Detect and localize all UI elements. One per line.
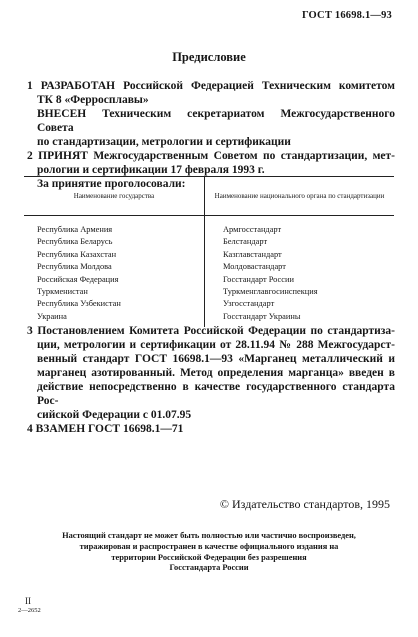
state-name: Республика Казахстан xyxy=(24,249,205,261)
state-name: Республика Узбекистан xyxy=(24,298,205,310)
section-3 xyxy=(27,324,395,422)
sections-top xyxy=(27,79,395,191)
section-3-line-2: ции, метрологии и сертификации от 28.11.94 № 288 Межгосударст- xyxy=(37,339,395,351)
column-header-state: Наименование государства xyxy=(24,177,205,216)
section-3-text: Постановлением Комитета Российской Федерации по стандартиза- xyxy=(37,325,395,337)
column-header-body: Наименование национального органа по стандартизации xyxy=(205,177,395,216)
table-row xyxy=(24,274,394,286)
section-3-number: 3 xyxy=(27,325,33,337)
section-1-line-2: ТК 8 «Ферросплавы» xyxy=(37,94,149,106)
section-1-line-4: по стандартизации, метрологии и сертификации xyxy=(37,136,291,148)
table-row xyxy=(24,216,394,237)
notice-line: тиражирован и распространен в качестве официального издания на xyxy=(79,541,339,551)
print-code: 2—2652 xyxy=(18,607,41,614)
section-2-line-2: рологии и сертификации 17 февраля 1993 г. xyxy=(37,164,265,176)
section-4 xyxy=(27,422,395,436)
state-name: Украина xyxy=(24,311,205,327)
standards-body: Армгосстандарт xyxy=(223,225,282,234)
section-1-line-3: ВНЕСЕН Техническим секретариатом Межгосударственного Совета xyxy=(37,108,395,134)
standards-body: Госстандарт Украины xyxy=(223,311,301,321)
voting-states-table xyxy=(24,176,394,327)
table-row xyxy=(24,249,394,261)
sections-bottom xyxy=(27,324,395,436)
standards-body: Госстандарт России xyxy=(223,274,294,284)
state-name: Туркменистан xyxy=(24,286,205,298)
notice-line: Госстандарта России xyxy=(169,563,249,573)
reproduction-notice xyxy=(0,531,418,574)
section-4-line-1 xyxy=(27,422,395,436)
section-3-line-4: марганец азотированный. Метод определения марганца» введен в xyxy=(37,367,395,379)
table-header-row xyxy=(24,177,394,216)
section-3-line-1 xyxy=(27,324,395,338)
standards-body: Туркменглавгосинспекция xyxy=(223,287,318,297)
section-1-number: 1 xyxy=(27,80,33,92)
section-2-text: ПРИНЯТ Межгосударственным Советом по стандартизации, мет- xyxy=(38,150,395,162)
section-1-continuation xyxy=(27,93,395,149)
section-2-number: 2 xyxy=(27,150,33,162)
table-row xyxy=(24,236,394,248)
section-4-text: ВЗАМЕН ГОСТ 16698.1—71 xyxy=(35,423,184,435)
section-1-text: РАЗРАБОТАН Российской Федерацией Техническим комитетом xyxy=(40,80,395,92)
standards-body: Казглавстандарт xyxy=(223,249,282,259)
preface-title: Предисловие xyxy=(172,50,246,64)
notice-line: территории Российской Федерации без разрешения xyxy=(111,552,307,562)
section-2-line-1 xyxy=(27,149,395,163)
section-3-line-3: венный стандарт ГОСТ 16698.1—93 «Марганец металлический и xyxy=(37,353,395,365)
section-2-line-3: За принятие проголосовали: xyxy=(37,178,186,190)
state-name: Республика Беларусь xyxy=(24,236,205,248)
state-name: Республика Армения xyxy=(24,216,205,237)
table-row xyxy=(24,298,394,310)
state-name: Республика Молдова xyxy=(24,261,205,273)
copyright-notice: © Издательство стандартов, 1995 xyxy=(219,497,390,511)
page-number: II xyxy=(25,596,31,606)
standards-body: Узгосстандарт xyxy=(223,299,275,309)
standards-body: Молдовастандарт xyxy=(223,262,286,272)
section-3-continuation xyxy=(27,338,395,422)
section-1 xyxy=(27,79,395,149)
table-row xyxy=(24,261,394,273)
notice-line: Настоящий стандарт не может быть полностью или частично воспроизведен, xyxy=(62,531,356,540)
section-3-line-6: сийской Федерации с 01.07.95 xyxy=(37,409,192,421)
section-3-line-5: действие непосредственно в качестве государственного стандарта Рос- xyxy=(37,381,395,407)
state-name: Российская Федерация xyxy=(24,274,205,286)
table-row xyxy=(24,286,394,298)
standards-body: Белстандарт xyxy=(223,237,268,247)
document-code: ГОСТ 16698.1—93 xyxy=(301,10,392,21)
section-4-number: 4 xyxy=(27,423,33,435)
section-1-line-1 xyxy=(27,79,395,93)
